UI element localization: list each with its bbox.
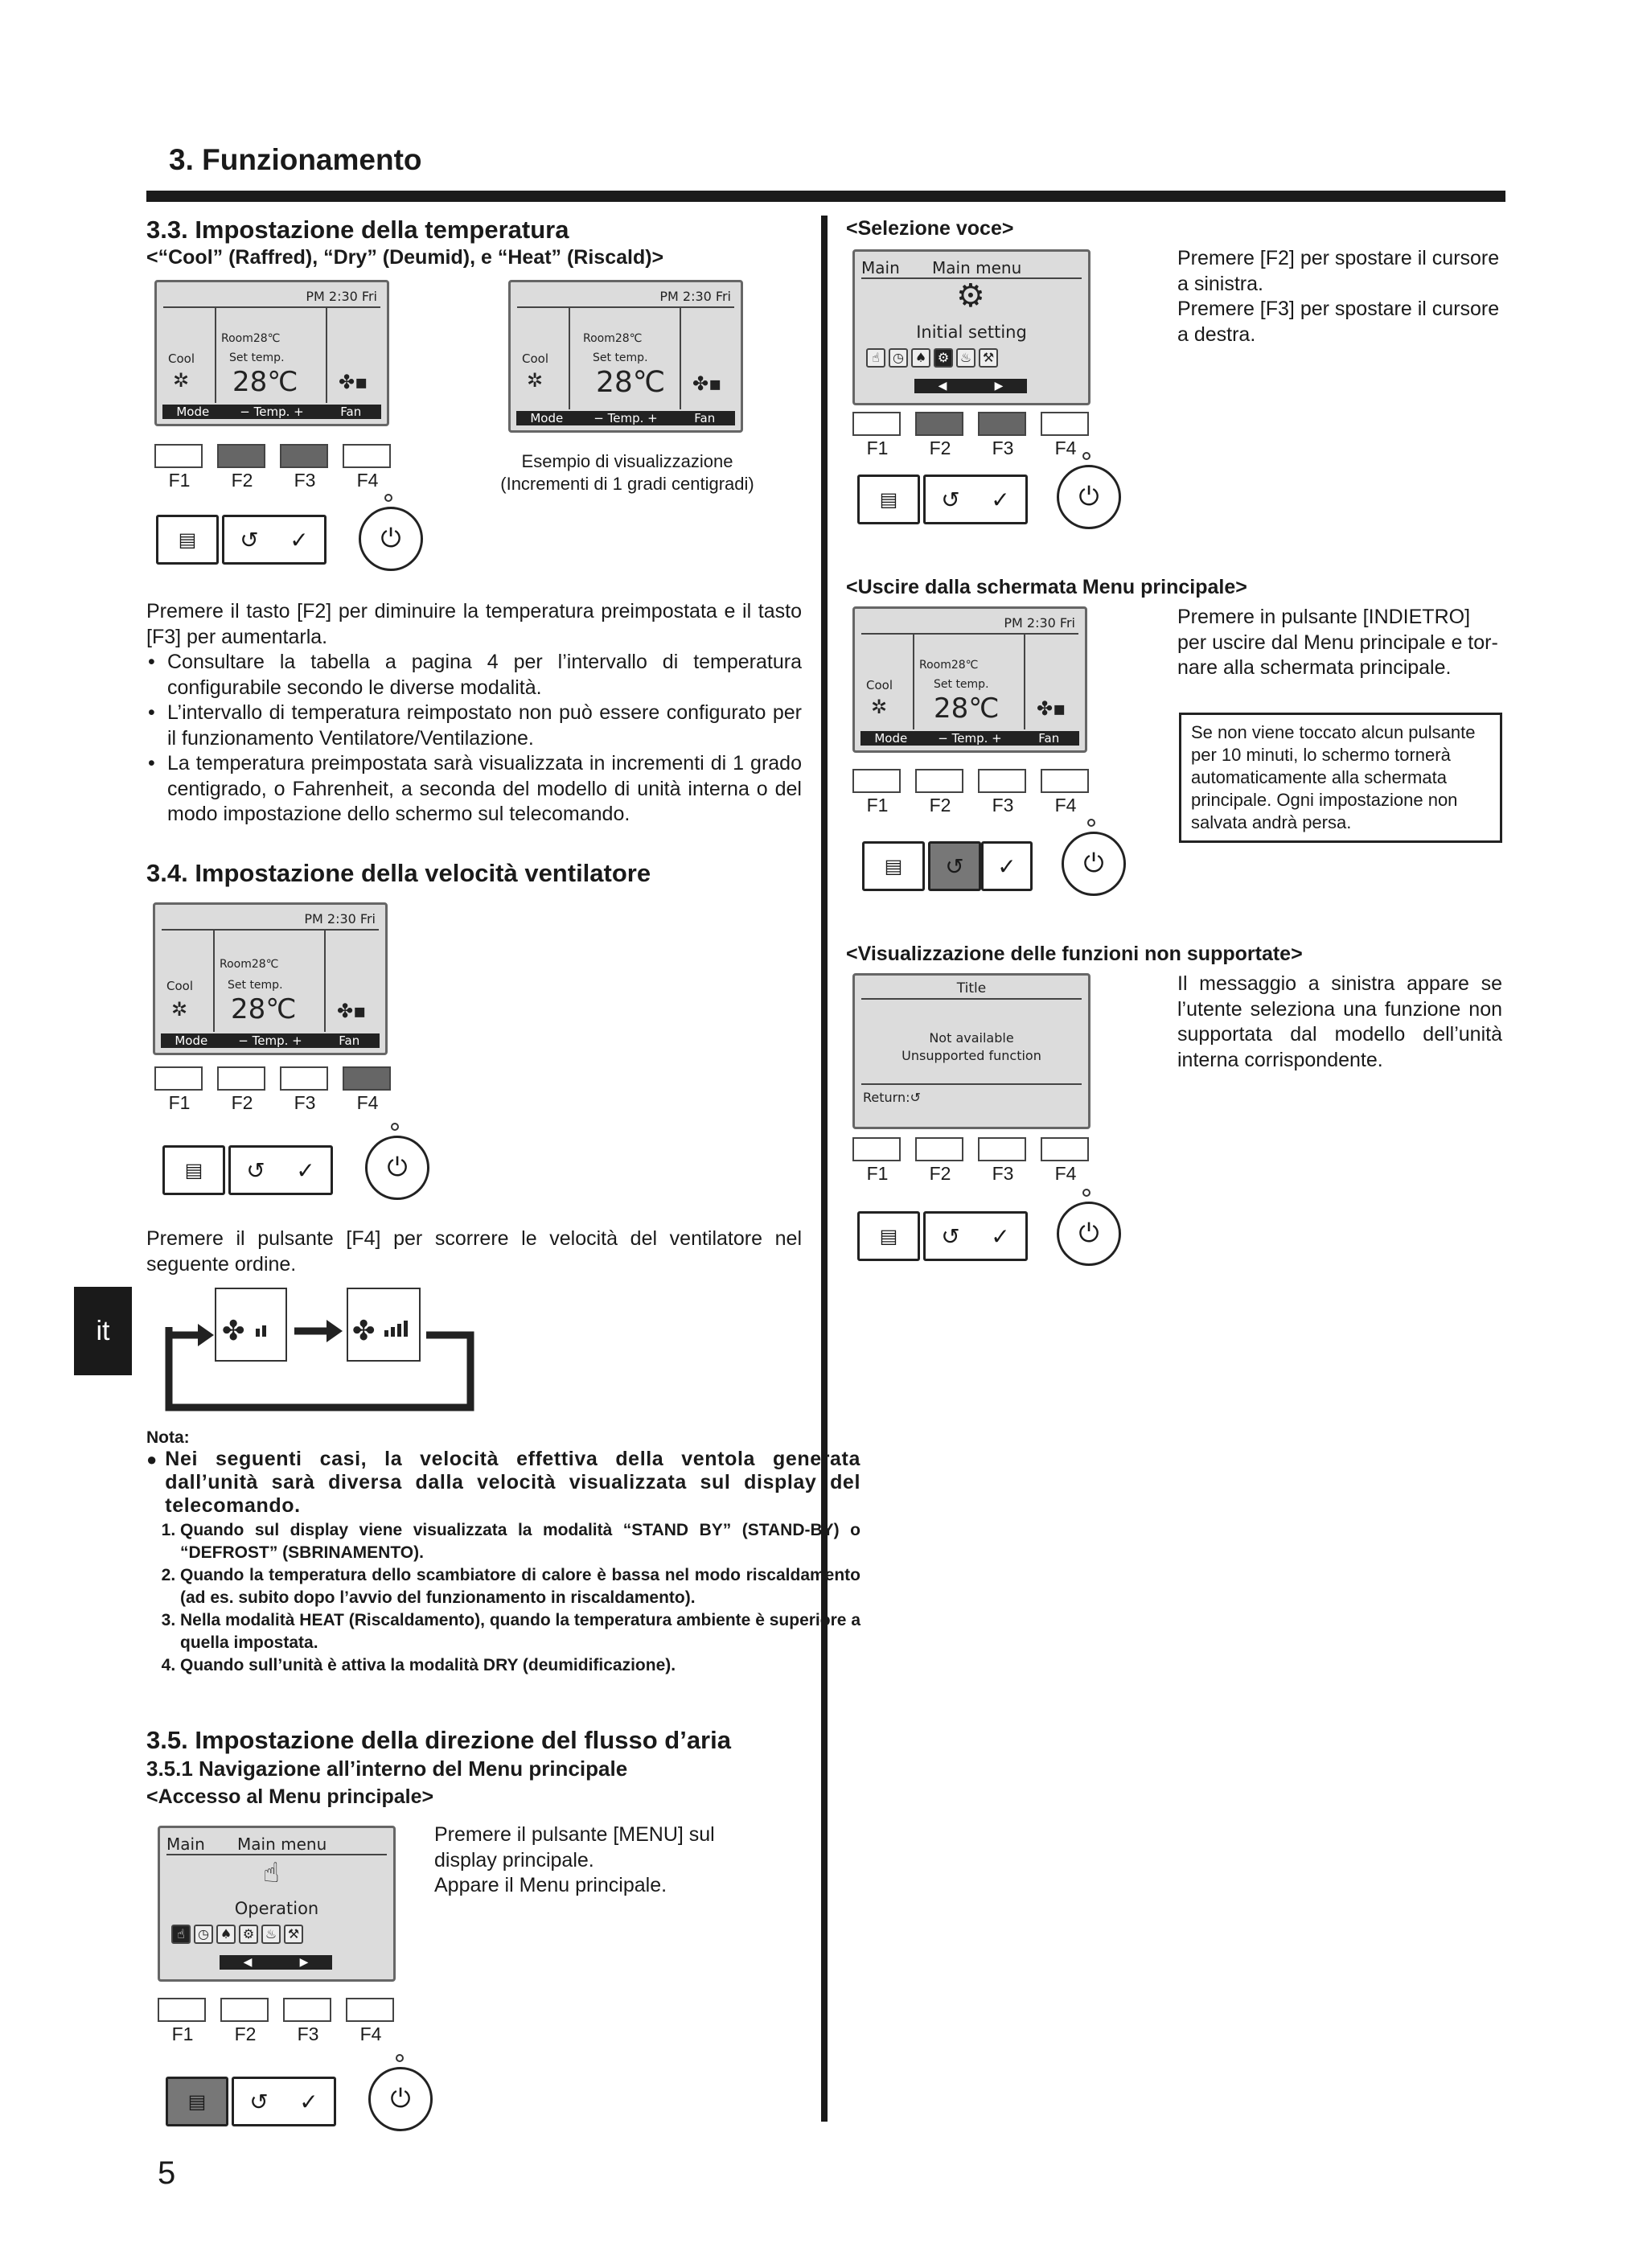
power-led <box>384 494 392 502</box>
menu-button[interactable]: ▤ <box>857 475 920 524</box>
menu-button[interactable]: ▤ <box>162 1145 225 1195</box>
fan-icon: ✤▪ <box>1037 697 1066 720</box>
f4-label: F4 <box>1054 438 1077 458</box>
section-3-3-subtitle: <“Cool” (Raffred), “Dry” (Deumid), e “Heat” (Riscald)> <box>146 246 664 269</box>
timeout-note-box: Se non viene toccato alcun pulsante per 10 minuti, lo schermo tornerà automaticamente alla schermata principale. Ogni impostazione non salvata andrà persa. <box>1179 713 1502 843</box>
hand-icon: ☝ <box>263 1857 280 1889</box>
example-caption <box>483 450 772 495</box>
svg-text:✤: ✤ <box>222 1315 245 1347</box>
lcd-clock: PM 2:30 Fri <box>304 911 376 927</box>
exit-menu-title: <Uscire dalla schermata Menu principale> <box>846 576 1247 598</box>
f4-label: F4 <box>1054 795 1077 816</box>
lcd-initial-setting <box>852 249 1090 405</box>
lcd-set-temp: Set temp. <box>934 678 989 691</box>
note-block <box>146 1448 860 1677</box>
f2-key[interactable] <box>915 1137 963 1161</box>
lcd-main-menu <box>158 1826 396 1982</box>
list-item: 3. Nella modalità HEAT (Riscaldamento), quando la temperatura ambiente è superiore a quella impostata. <box>180 1609 860 1654</box>
f1-key[interactable] <box>158 1998 206 2022</box>
f1-label: F1 <box>168 470 191 491</box>
list-item: • Consultare la tabella a pagina 4 per l’intervallo di temperatura configurabile secondo le diverse modalità. <box>146 650 802 701</box>
f1-key[interactable] <box>852 412 901 436</box>
menu-button[interactable]: ▤ <box>166 2077 228 2126</box>
lcd-mode: Cool <box>522 351 548 366</box>
check-icon: ✓ <box>997 853 1017 879</box>
fan-icon: ✤▪ <box>337 1000 367 1022</box>
f4-label: F4 <box>359 2024 382 2044</box>
caption-line-2: (Incrementi di 1 gradi centigradi) <box>500 474 754 494</box>
power-button[interactable]: ⏻ <box>1062 832 1126 896</box>
lcd-clock: PM 2:30 Fri <box>306 289 377 304</box>
text-line: Premere [F2] per spostare il cursore <box>1177 247 1500 269</box>
section-3-3-paragraph: Premere il tasto [F2] per diminuire la temperatura preimpostata e il tasto [F3] per aumentarla. <box>146 600 802 648</box>
lcd-main-label: Main <box>861 258 900 277</box>
lcd-room: Room28℃ <box>220 958 279 971</box>
menu-icons: ☝ ◷ ♠ ⚙ ♨ ⚒ <box>170 1925 305 1944</box>
back-enter-buttons[interactable] <box>923 1211 1028 1261</box>
check-icon: ✓ <box>991 487 1010 512</box>
note-label: Nota: <box>146 1428 190 1447</box>
list-item: 1. Quando sul display viene visualizzata la modalità “STAND BY” (STAND-BY) o “DEFROST” (SBRINAMENTO). <box>180 1519 860 1564</box>
power-led <box>1082 452 1090 460</box>
f1-label: F1 <box>866 438 889 458</box>
text-line: a sinistra. <box>1177 272 1263 295</box>
lcd-item-label: Initial setting <box>916 323 1027 342</box>
section-3-4-title: 3.4. Impostazione della velocità ventilatore <box>146 859 651 887</box>
f3-label: F3 <box>297 2024 319 2044</box>
section-3-3-title: 3.3. Impostazione della temperatura <box>146 216 569 244</box>
fan-icon: ✤▪ <box>692 372 722 395</box>
menu-icons: ☝ ◷ ♠ ⚙ ♨ ⚒ <box>865 348 1000 368</box>
power-led <box>1087 819 1095 827</box>
f4-key[interactable] <box>343 1066 391 1091</box>
menu-button[interactable]: ▤ <box>862 841 925 891</box>
bullet-dot: ● <box>146 1449 158 1469</box>
f4-key[interactable] <box>1041 1137 1089 1161</box>
back-enter-buttons[interactable] <box>923 475 1028 524</box>
power-button[interactable]: ⏻ <box>1057 1202 1121 1266</box>
power-button[interactable]: ⏻ <box>1057 465 1121 529</box>
language-tab: it <box>74 1287 132 1375</box>
text-line: Appare il Menu principale. <box>434 1874 667 1896</box>
f4-key[interactable] <box>1041 412 1089 436</box>
back-enter-buttons[interactable] <box>228 1145 333 1195</box>
power-button[interactable]: ⏻ <box>365 1136 429 1200</box>
lcd-main-label: Main <box>166 1835 205 1854</box>
lcd-temperature-value: 28℃ <box>596 366 666 399</box>
unsupported-text: Unsupported function <box>902 1048 1041 1063</box>
back-enter-buttons[interactable] <box>232 2077 336 2126</box>
f4-label: F4 <box>1054 1163 1077 1184</box>
lcd-temperature-value: 28℃ <box>934 692 1000 725</box>
f3-label: F3 <box>294 1092 316 1113</box>
lcd-set-temp: Set temp. <box>228 979 283 992</box>
f2-label: F2 <box>234 2024 257 2044</box>
lcd-mode: Cool <box>166 979 193 993</box>
lcd-temperature-value: 28℃ <box>231 993 297 1025</box>
f2-label: F2 <box>231 470 253 491</box>
list-item: • La temperatura preimpostata sarà visualizzata in incrementi di 1 grado centigrado, o Fahrenheit, a seconda del modello di unità interna o del modo impostazione dello schermo sul telecomando. <box>146 751 802 828</box>
f2-label: F2 <box>929 795 951 816</box>
f2-key[interactable] <box>217 444 265 468</box>
text-line: Premere [F3] per spostare il cursore <box>1177 298 1500 320</box>
chapter-title: 3. Funzionamento <box>169 143 422 176</box>
lcd-room: Room28℃ <box>919 659 979 672</box>
power-button[interactable]: ⏻ <box>368 2067 433 2131</box>
snowflake-icon: ✲ <box>173 369 190 392</box>
list-item: 4. Quando sull’unità è attiva la modalità DRY (deumidificazione). <box>180 1654 860 1677</box>
lcd-menu-title: Main menu <box>237 1835 327 1854</box>
f3-key[interactable] <box>978 769 1026 793</box>
f1-key[interactable] <box>852 1137 901 1161</box>
power-button[interactable]: ⏻ <box>359 507 423 571</box>
power-led <box>1082 1189 1090 1197</box>
lcd-mode: Cool <box>168 351 195 366</box>
snowflake-icon: ✲ <box>171 998 188 1021</box>
f2-key[interactable] <box>220 1998 269 2022</box>
cursor-arrows: ◀ ▶ <box>220 1955 332 1970</box>
access-menu-title: <Accesso al Menu principale> <box>146 1785 434 1808</box>
gear-icon: ⚙ <box>956 277 985 314</box>
power-led <box>396 2054 404 2062</box>
section-3-4-paragraph: Premere il pulsante [F4] per scorrere le velocità del ventilatore nel seguente ordine. <box>146 1227 802 1276</box>
f1-key[interactable] <box>852 769 901 793</box>
back-icon: ↺ <box>945 853 964 879</box>
section-3-5-title: 3.5. Impostazione della direzione del flusso d’aria <box>146 1726 731 1754</box>
lcd-title: Title <box>956 980 987 996</box>
lcd-temperature-value: 28℃ <box>232 366 298 398</box>
f3-label: F3 <box>992 795 1014 816</box>
check-icon: ✓ <box>991 1223 1010 1249</box>
text-line: nare alla schermata principale. <box>1177 656 1452 679</box>
f4-label: F4 <box>356 1092 379 1113</box>
lcd-room: Room28℃ <box>221 332 281 345</box>
f2-key[interactable] <box>217 1066 265 1091</box>
fan-icon: ✤▪ <box>339 371 368 393</box>
f1-key[interactable] <box>154 1066 203 1091</box>
f1-label: F1 <box>168 1092 191 1113</box>
power-led <box>391 1123 399 1131</box>
check-icon: ✓ <box>296 1157 315 1183</box>
lcd-clock: PM 2:30 Fri <box>659 289 731 304</box>
snowflake-icon: ✲ <box>527 369 544 392</box>
text-line: a destra. <box>1177 323 1256 346</box>
f2-key[interactable] <box>915 412 963 436</box>
unsupported-text-block: Il messaggio a sinistra appare se l’utente seleziona una funzione non supportata dal modello dell’unità interna corrispondente. <box>1177 972 1502 1071</box>
chapter-rule <box>146 191 1505 202</box>
f3-label: F3 <box>294 470 316 491</box>
f4-key[interactable] <box>346 1998 394 2022</box>
back-icon: ↺ <box>240 527 259 553</box>
f3-key[interactable] <box>280 444 328 468</box>
f3-key[interactable] <box>978 412 1026 436</box>
snowflake-icon: ✲ <box>871 696 888 718</box>
note-main: Nei seguenti casi, la velocità effettiva della ventola generata dall’unità sarà diversa dalla velocità visualizzata sul display del telecomando. <box>165 1448 860 1517</box>
caption-line-1: Esempio di visualizzazione <box>521 451 733 471</box>
lcd-mode: Cool <box>866 678 893 692</box>
section-3-5-1-title: 3.5.1 Navigazione all’interno del Menu principale <box>146 1756 628 1781</box>
f4-label: F4 <box>356 470 379 491</box>
text-line: display principale. <box>434 1848 594 1872</box>
back-icon: ↺ <box>910 1090 921 1105</box>
select-item-title: <Selezione voce> <box>846 217 1014 240</box>
exit-menu-text <box>1177 605 1515 681</box>
lcd-temperature: PM 2:30 Fri Room28℃ Set temp. Cool ✲ 28℃ ✤▪ Mode − Temp. + Fan <box>154 280 389 426</box>
back-icon: ↺ <box>249 2089 269 2114</box>
return-hint: Return:↺ <box>863 1090 921 1105</box>
not-available-text: Not available <box>929 1030 1014 1046</box>
lcd-room: Room28℃ <box>583 332 643 345</box>
f2-label: F2 <box>231 1092 253 1113</box>
f1-label: F1 <box>866 1163 889 1184</box>
f3-key[interactable] <box>978 1137 1026 1161</box>
f3-key[interactable] <box>280 1066 328 1091</box>
lcd-home-screen: PM 2:30 Fri Room28℃ Set temp. Cool ✲ 28℃ ✤▪ Mode − Temp. + Fan <box>852 606 1087 753</box>
fan-cycle-diagram <box>161 1287 483 1415</box>
f4-key[interactable] <box>1041 769 1089 793</box>
f4-key[interactable] <box>343 444 391 468</box>
cursor-arrows: ◀ ▶ <box>914 379 1027 393</box>
back-icon: ↺ <box>246 1157 265 1183</box>
back-enter-buttons[interactable] <box>222 515 327 565</box>
f2-label: F2 <box>929 438 951 458</box>
f3-label: F3 <box>992 1163 1014 1184</box>
text-line: Premere il pulsante [MENU] sul <box>434 1823 715 1846</box>
check-icon: ✓ <box>290 527 309 553</box>
f1-label: F1 <box>866 795 889 816</box>
f2-key[interactable] <box>915 769 963 793</box>
menu-button[interactable]: ▤ <box>156 515 219 565</box>
access-menu-text <box>434 1822 812 1899</box>
lcd-set-temp: Set temp. <box>593 351 648 364</box>
lcd-fan: PM 2:30 Fri Room28℃ Set temp. Cool ✲ 28℃ ✤▪ Mode − Temp. + Fan <box>153 902 388 1055</box>
lcd-temperature-example: PM 2:30 Fri Room28℃ Set temp. Cool ✲ 28℃ ✤▪ Mode − Temp. + Fan <box>508 280 743 433</box>
f1-key[interactable] <box>154 444 203 468</box>
svg-text:✤: ✤ <box>352 1315 376 1347</box>
list-item: • L’intervallo di temperatura reimpostato non può essere configurato per il funzionamento Ventilatore/Ventilazione. <box>146 701 802 751</box>
column-divider <box>821 216 828 2122</box>
lcd-item-label: Operation <box>234 1899 319 1918</box>
section-3-3-bullets <box>146 650 802 828</box>
back-icon: ↺ <box>941 1223 960 1249</box>
check-icon: ✓ <box>299 2089 318 2114</box>
f1-label: F1 <box>171 2024 194 2044</box>
list-item: 2. Quando la temperatura dello scambiatore di calore è bassa nel modo riscaldamento (ad es. subito dopo l’avvio del funzionamento in riscaldamento). <box>180 1564 860 1609</box>
unsupported-title: <Visualizzazione delle funzioni non supportate> <box>846 943 1303 965</box>
f2-label: F2 <box>929 1163 951 1184</box>
f3-key[interactable] <box>283 1998 331 2022</box>
back-icon: ↺ <box>941 487 960 512</box>
select-item-text <box>1177 246 1515 347</box>
note-list <box>156 1519 860 1677</box>
text-line: Premere in pulsante [INDIETRO] <box>1177 606 1471 628</box>
back-button[interactable] <box>928 841 981 891</box>
text-line: per uscire dal Menu principale e tor- <box>1177 631 1498 654</box>
f3-label: F3 <box>992 438 1014 458</box>
lcd-menu-title: Main menu <box>932 258 1022 277</box>
enter-button[interactable] <box>981 841 1033 891</box>
menu-button[interactable]: ▤ <box>857 1211 920 1261</box>
lcd-clock: PM 2:30 Fri <box>1004 615 1075 631</box>
lcd-set-temp: Set temp. <box>229 351 285 364</box>
lcd-unsupported <box>852 973 1090 1129</box>
page-number: 5 <box>158 2155 176 2191</box>
